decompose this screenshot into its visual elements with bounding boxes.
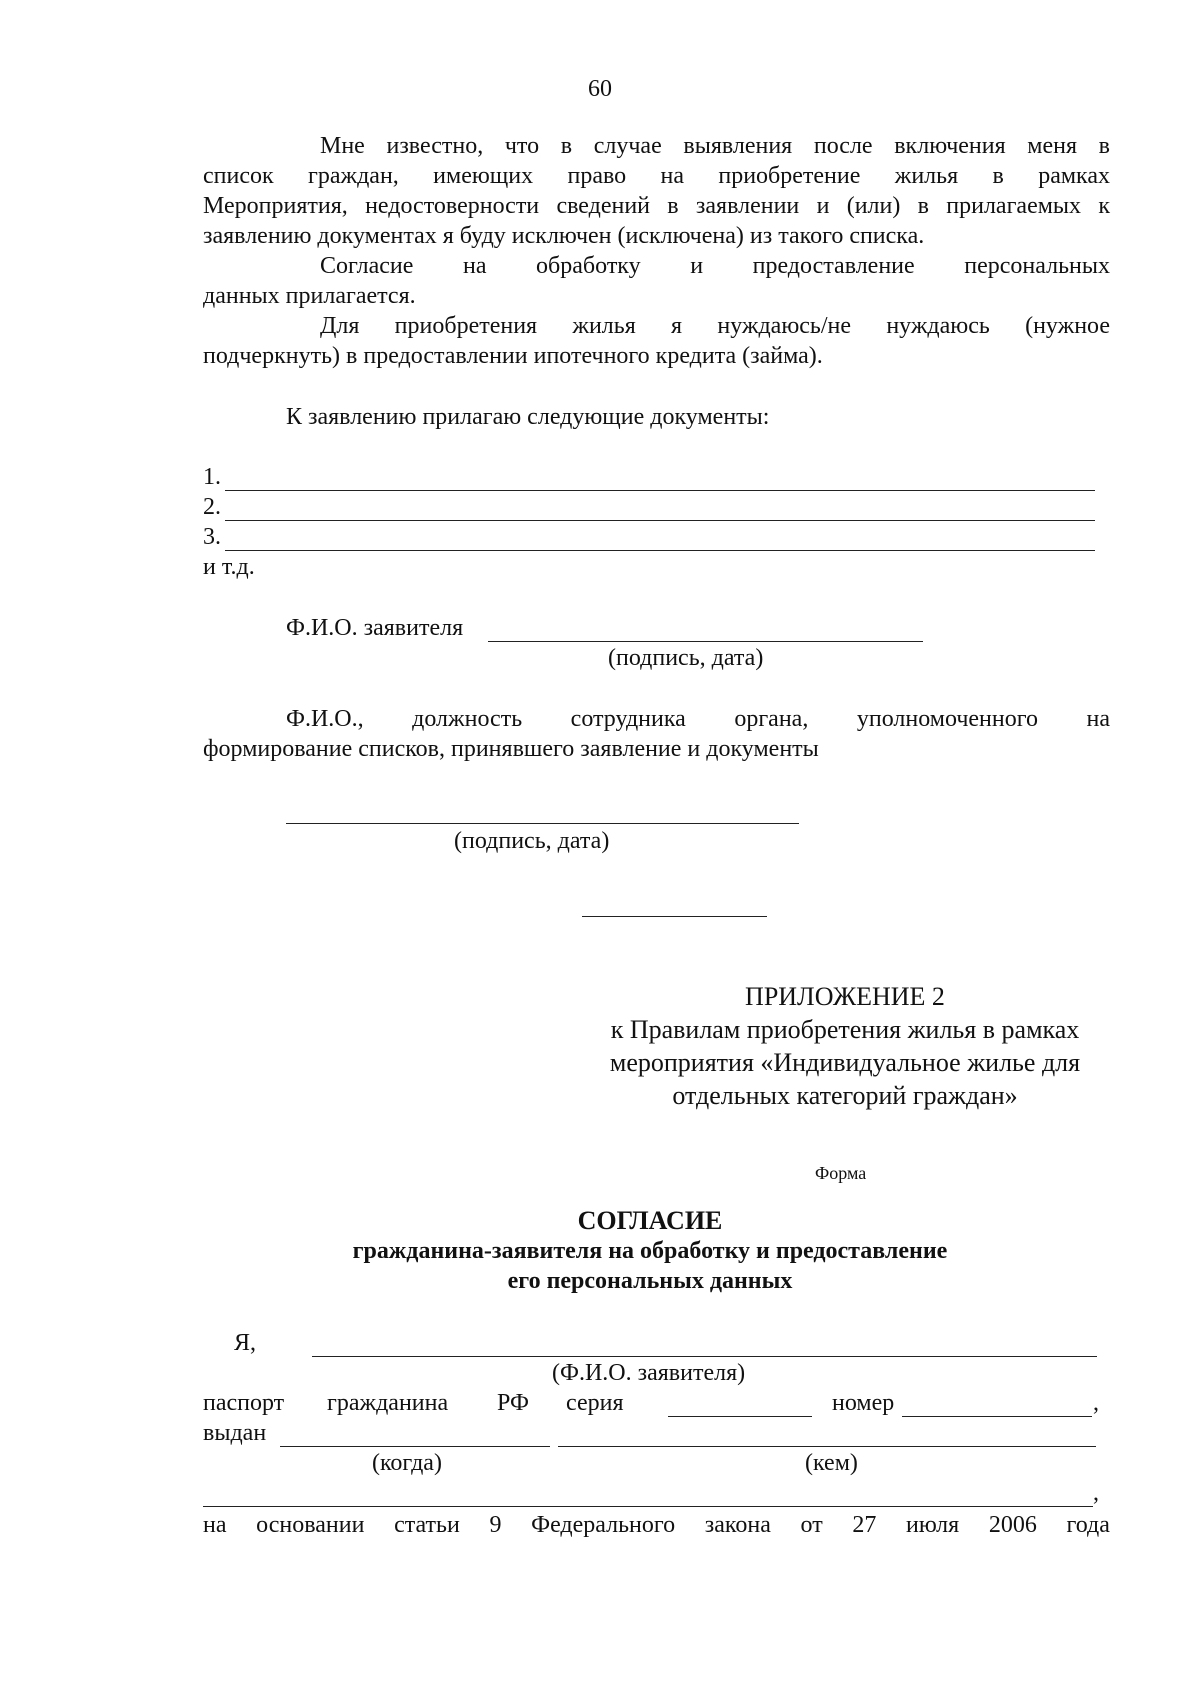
paragraph-line: данных прилагается. bbox=[203, 283, 416, 309]
attachment-number: 3. bbox=[203, 524, 221, 550]
issued-when-field[interactable] bbox=[280, 1446, 550, 1447]
passport-series-field[interactable] bbox=[668, 1416, 812, 1417]
issued-by-continuation-field[interactable] bbox=[203, 1506, 1093, 1507]
passport-word: серия bbox=[566, 1390, 624, 1416]
legal-basis-word: 9 bbox=[489, 1512, 502, 1538]
form-label: Форма bbox=[815, 1163, 867, 1183]
officer-signature-line[interactable] bbox=[286, 823, 799, 824]
legal-basis-line bbox=[203, 1510, 1110, 1540]
applicant-signature-line[interactable] bbox=[488, 641, 923, 642]
consent-subtitle-line: его персональных данных bbox=[507, 1268, 793, 1294]
attachments-etc: и т.д. bbox=[203, 554, 255, 580]
number-label: номер bbox=[832, 1390, 895, 1416]
attachment-number: 1. bbox=[203, 464, 221, 490]
attachment-blank-line[interactable] bbox=[225, 550, 1095, 551]
appendix-line: отдельных категорий граждан» bbox=[672, 1081, 1018, 1110]
legal-basis-word: на bbox=[203, 1512, 227, 1538]
appendix-line: мероприятия «Индивидуальное жилье для bbox=[609, 1048, 1081, 1077]
by-whom-caption: (кем) bbox=[805, 1450, 858, 1476]
paragraph-line: Мне известно, что в случае выявления после включения меня в bbox=[320, 133, 1110, 159]
officer-signature-caption: (подпись, дата) bbox=[454, 828, 610, 854]
paragraph-line: Мероприятия, недостоверности сведений в заявлении и (или) в прилагаемых к bbox=[203, 193, 1110, 219]
passport-word: гражданина bbox=[327, 1390, 449, 1416]
legal-basis-word: основании bbox=[256, 1512, 365, 1538]
passport-word: паспорт bbox=[203, 1390, 285, 1416]
attachment-number: 2. bbox=[203, 494, 221, 520]
paragraph-line: Согласие на обработку и предоставление персональных bbox=[320, 253, 1110, 279]
i-label: Я, bbox=[234, 1330, 257, 1356]
section-separator bbox=[582, 916, 767, 917]
legal-basis-word: 2006 bbox=[988, 1512, 1037, 1538]
legal-basis-word: статьи bbox=[394, 1512, 460, 1538]
officer-text-line: Ф.И.О., должность сотрудника органа, уполномоченного на bbox=[286, 706, 1110, 732]
legal-basis-word: 27 bbox=[852, 1512, 877, 1538]
paragraph-line: подчеркнуть) в предоставлении ипотечного кредита (займа). bbox=[203, 343, 823, 369]
paragraph-line: заявлению документах я буду исключен (исключена) из такого списка. bbox=[203, 223, 925, 249]
paragraph-line: список граждан, имеющих право на приобретение жилья в рамках bbox=[203, 163, 1110, 189]
applicant-fio-label: Ф.И.О. заявителя bbox=[286, 615, 464, 641]
comma: , bbox=[1093, 1390, 1099, 1416]
page-number: 60 bbox=[588, 76, 612, 102]
legal-basis-word: года bbox=[1066, 1512, 1110, 1538]
applicant-fio-field[interactable] bbox=[312, 1356, 1097, 1357]
when-caption: (когда) bbox=[372, 1450, 442, 1476]
fio-caption: (Ф.И.О. заявителя) bbox=[552, 1360, 746, 1386]
legal-basis-word: июля bbox=[905, 1512, 960, 1538]
consent-title: СОГЛАСИЕ bbox=[577, 1206, 723, 1235]
officer-text-line: формирование списков, принявшего заявление и документы bbox=[203, 736, 819, 762]
issued-label: выдан bbox=[203, 1420, 267, 1446]
applicant-signature-caption: (подпись, дата) bbox=[608, 645, 764, 671]
passport-word: РФ bbox=[497, 1390, 529, 1416]
paragraph-line: Для приобретения жилья я нуждаюсь/не нуждаюсь (нужное bbox=[320, 313, 1110, 339]
appendix-line: к Правилам приобретения жилья в рамках bbox=[610, 1015, 1080, 1044]
attachments-intro: К заявлению прилагаю следующие документы: bbox=[286, 404, 770, 430]
attachment-blank-line[interactable] bbox=[225, 520, 1095, 521]
legal-basis-word: от bbox=[800, 1512, 823, 1538]
issued-by-field[interactable] bbox=[558, 1446, 1096, 1447]
legal-basis-word: Федерального bbox=[531, 1512, 676, 1538]
consent-subtitle-line: гражданина-заявителя на обработку и предоставление bbox=[352, 1238, 948, 1264]
passport-number-field[interactable] bbox=[902, 1416, 1092, 1417]
comma: , bbox=[1093, 1480, 1099, 1506]
appendix-title: ПРИЛОЖЕНИЕ 2 bbox=[745, 982, 945, 1011]
attachment-blank-line[interactable] bbox=[225, 490, 1095, 491]
legal-basis-word: закона bbox=[704, 1512, 771, 1538]
